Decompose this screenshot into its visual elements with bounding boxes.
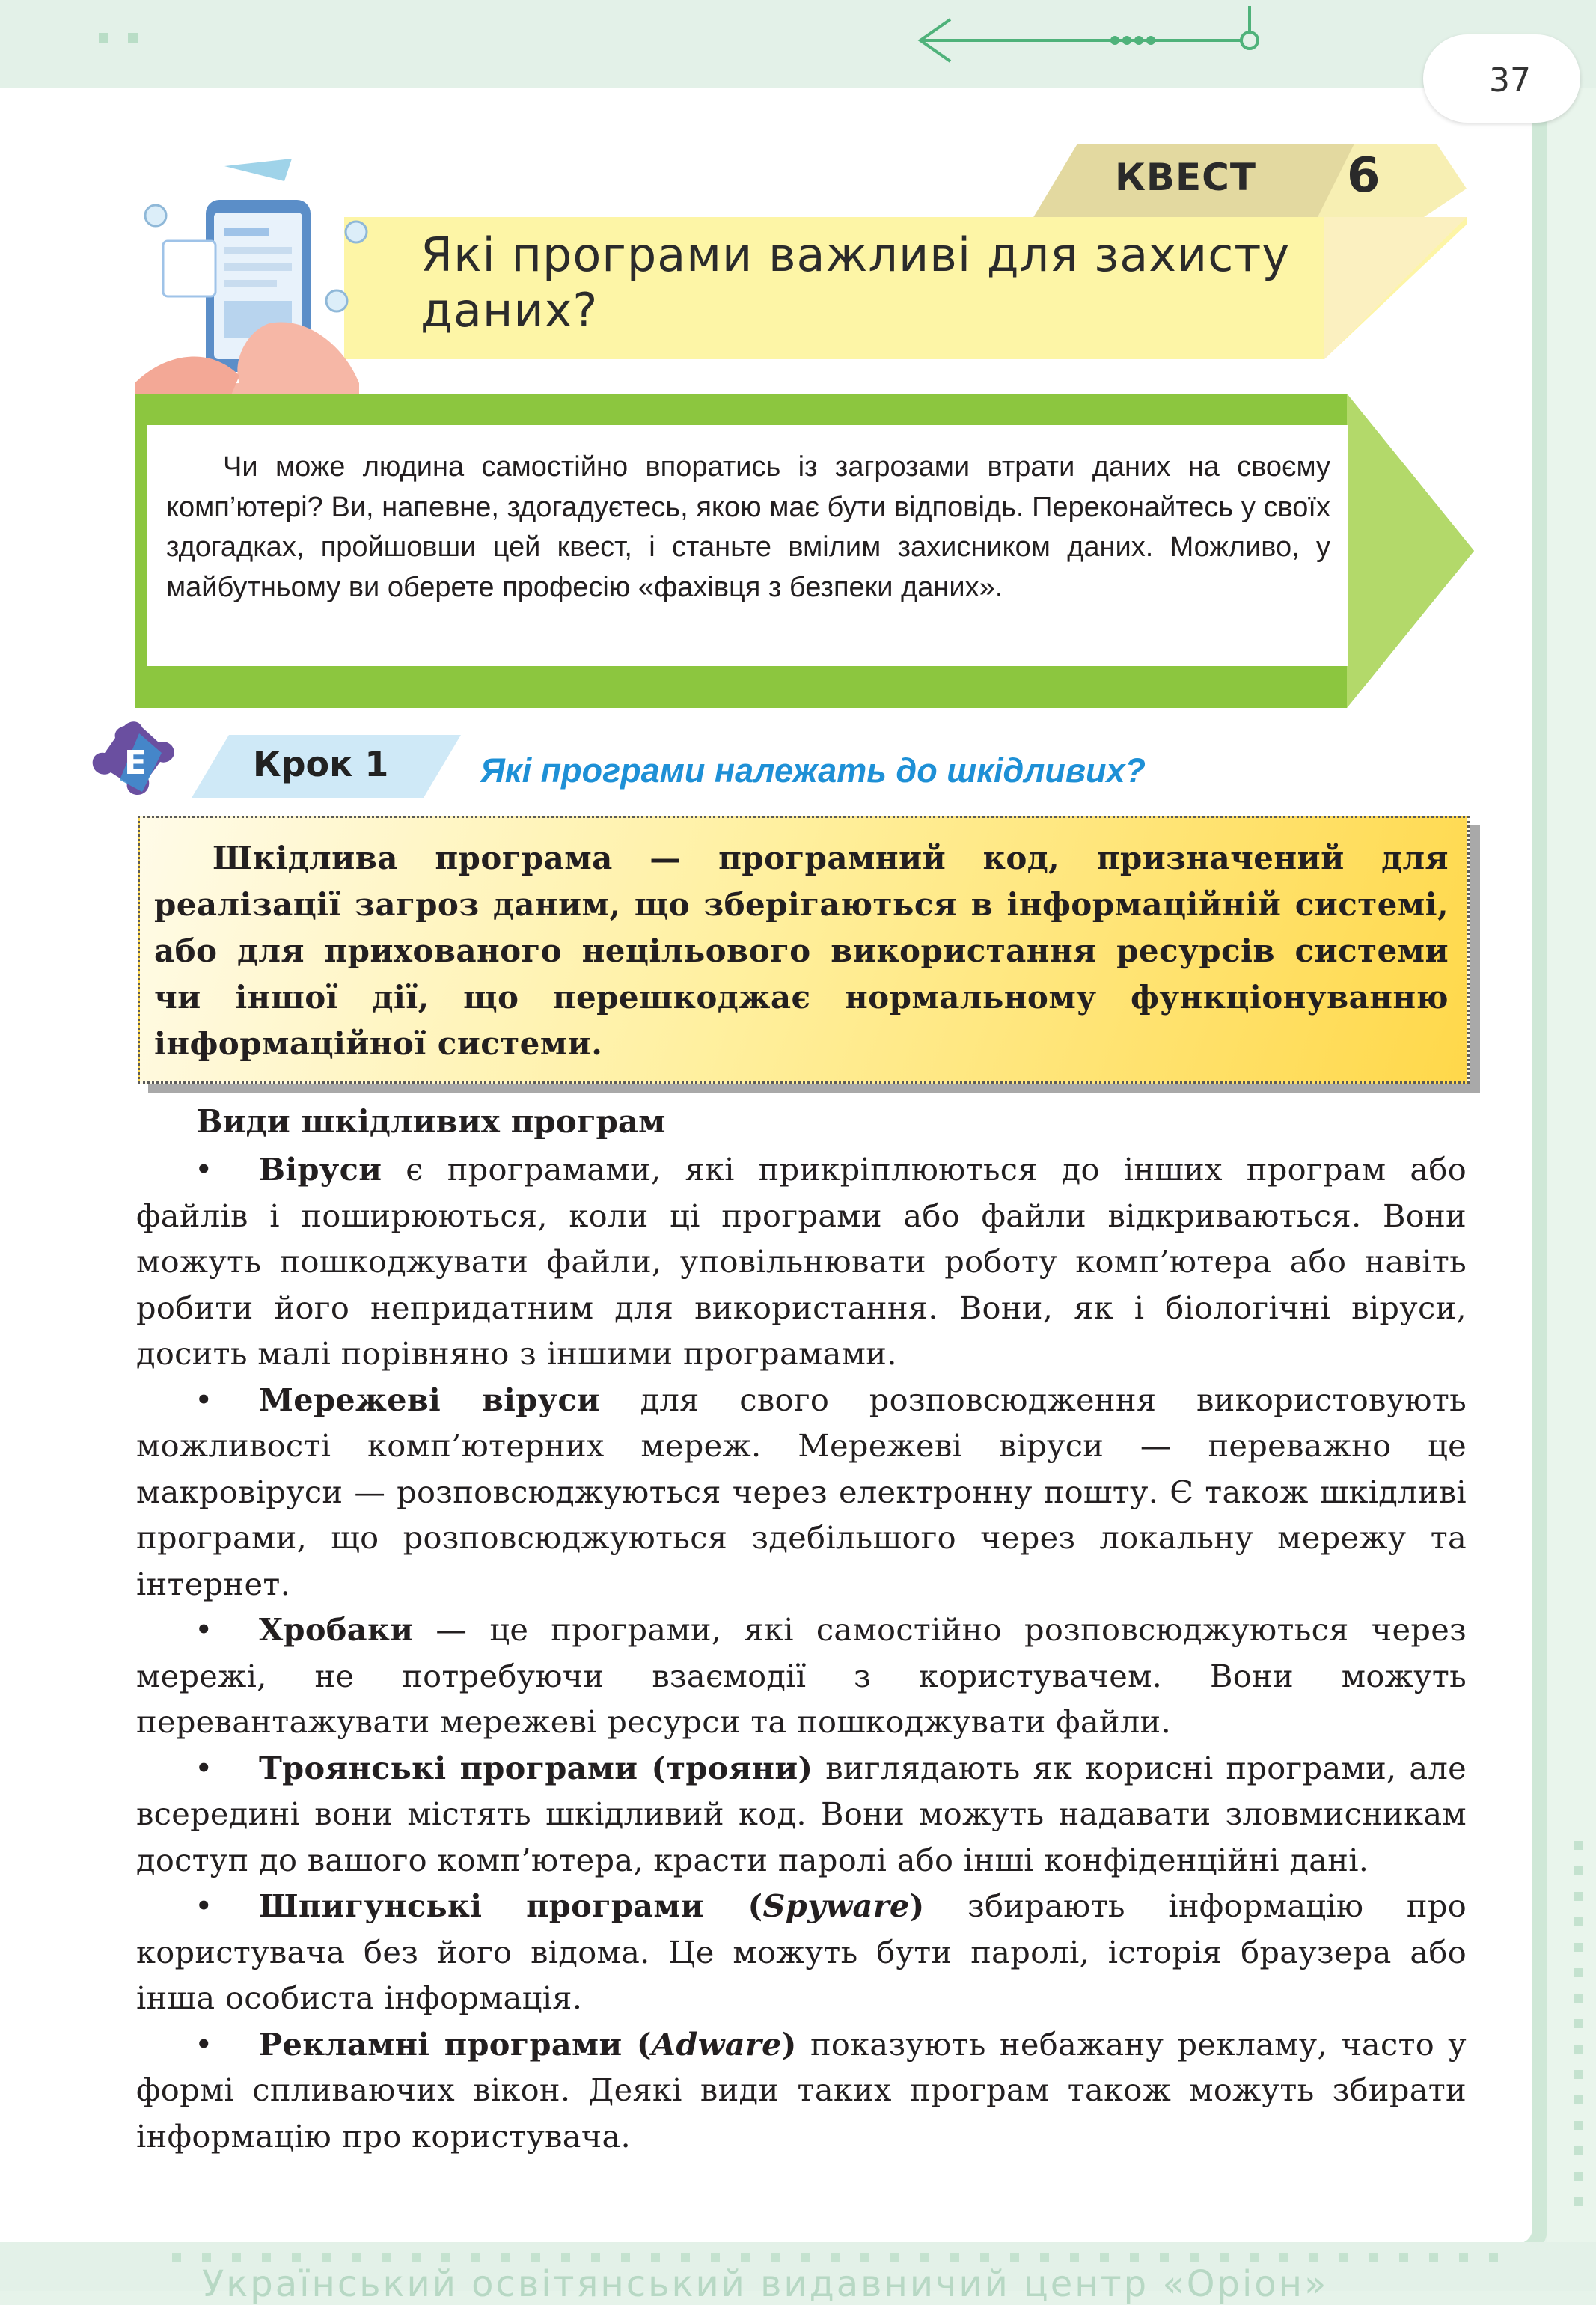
list-item-text: показують небажану рекламу, часто у формі спливаючих вікон. Деякі види таких програм також можуть збирати інформацію про користувача. <box>136 2025 1467 2155</box>
list-item-term: Троянські програми (трояни) <box>259 1749 813 1786</box>
bullet-icon: • <box>195 1611 213 1648</box>
arrow-left-icon <box>905 6 1309 73</box>
bullet-icon: • <box>195 2025 213 2063</box>
bullet-icon: • <box>195 1151 213 1188</box>
quest-label: КВЕСТ <box>1115 156 1256 199</box>
step-label: Крок 1 <box>253 744 389 784</box>
list-item-term-close: ) <box>909 1887 925 1924</box>
svg-text:E: E <box>124 744 147 782</box>
definition-text <box>154 835 1449 1067</box>
list-item <box>136 1607 1467 1745</box>
list-item <box>136 2021 1467 2160</box>
list-item-text: є програмами, які прикріплюються до інших програм або файлів і поширюються, коли ці програми або файли відкриваються. Вони можуть пошкоджувати файли, уповільнювати роботу комп’ютера або навіть робити його непридатним для використання. Вони, як і біологічні віруси, досить малі порівняно з іншими програмами. <box>136 1151 1467 1372</box>
list-item-term-italic: Adware <box>651 2025 782 2063</box>
list-item-term: Хробаки <box>259 1611 414 1648</box>
list-item-text: виглядають як корисні програми, але всередині вони містять шкідливий код. Вони можуть надавати зловмисникам доступ до вашого комп’ютера, красти паролі або інші конфіденційні дані. <box>136 1749 1467 1878</box>
right-decoration-squares <box>1570 1841 1588 2260</box>
list-item-term-close: ) <box>781 2025 797 2063</box>
top-band <box>0 0 1596 88</box>
list-item <box>136 1377 1467 1608</box>
list-item-term: Мережеві віруси <box>259 1381 601 1418</box>
quest-number: 6 <box>1347 148 1381 204</box>
puzzle-e-icon <box>87 720 180 802</box>
types-list <box>136 1147 1467 2159</box>
list-item-term <box>259 1887 925 1924</box>
list-item <box>136 1745 1467 1884</box>
list-item-text: — це програми, які самостійно розповсюджуються через мережі, не потребуючи взаємодії з користувачем. Вони можуть перевантажувати мережеві ресурси та пошкоджувати файли. <box>136 1611 1467 1740</box>
list-item-term <box>259 2026 797 2063</box>
bullet-icon: • <box>195 1887 213 1924</box>
list-item-term: Віруси <box>259 1151 382 1188</box>
footer-publisher: Український освітянський видавничий центр «Оріон» <box>202 2263 1329 2305</box>
top-decoration-dots <box>99 31 159 42</box>
bullet-icon: • <box>195 1381 213 1418</box>
bullet-icon: • <box>195 1749 213 1786</box>
list-item-text: збирають інформацію про користувача без його відома. Це можуть бути паролі, історія браузера або інша особиста інформація. <box>136 1887 1467 2016</box>
phone-security-illustration <box>135 159 389 428</box>
intro-text: Чи може людина самостійно впоратись із загрозами втрати даних на своєму комп’ютері? Ви, напевне, здогадуєтесь, якою має бути відповідь. Переконайтесь у своїх здогадках, пройшовши цей квест, і станьте вмілим захисником даних. Можливо, у майбутньому ви оберете професію «фахівця з безпеки даних». <box>166 451 1330 603</box>
list-item-term-main: Шпигунські програми ( <box>259 1887 763 1924</box>
types-heading: Види шкідливих програм <box>196 1103 666 1140</box>
list-item-text: для свого розповсюдження використовують можливості комп’ютерних мереж. Мережеві віруси — переважно це макровіруси — розповсюджуються через електронну пошту. Є також шкідливі програми, що розповсюджуються здебільшого через локальну мережу та інтернет. <box>136 1381 1467 1602</box>
definition-term: Шкідлива програма <box>213 840 613 876</box>
list-item <box>136 1147 1467 1377</box>
footer-decoration-squares <box>172 2251 1519 2263</box>
list-item <box>136 1883 1467 2021</box>
list-item-term-main: Рекламні програми ( <box>259 2025 652 2063</box>
step-question: Які програми належать до шкідливих? <box>480 751 1146 790</box>
list-item-term-italic: Spyware <box>762 1887 910 1924</box>
quest-title: Які програми важливі для захисту даних? <box>421 228 1291 338</box>
page-number: 37 <box>1489 61 1531 100</box>
definition-body: — програмний код, призначений для реалізації загроз даним, що зберігаються в інформаційній системі, або для прихованого нецільового використання ресурсів системи чи іншої дії, що перешкоджає нормальному функціонуванню інформаційної системи. <box>154 840 1449 1062</box>
